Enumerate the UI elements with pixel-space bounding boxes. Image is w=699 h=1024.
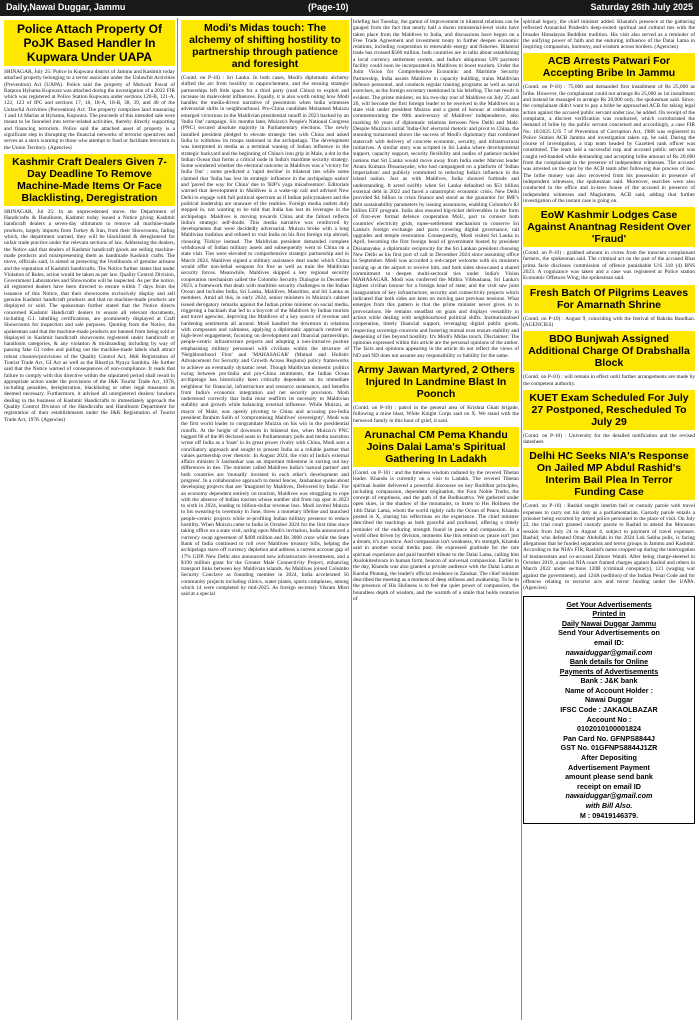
ad-line: Payments of Advertisements: [559, 666, 659, 676]
article-body-arunachal-cm-khandu-continued: spiritual legacy, the chief minister added. Khandu's presence at the gathering reflected Arunachal Pradesh's deep-rooted spiritual and cultural ties with the broader Himalayan Buddhist tradition. His visit also served as a reminder of the unifying power of faith and the enduring influence of the Dalai Lama in inspiring compassion, harmony, and wisdom across borders. (Agencies): [523, 19, 695, 51]
article-body-delhi-hc-nia: (Contd. on P-10) : Rashid sought interim bail or custody parole with travel expenses to carry out his duty as a parliamentarian. Custody parole entails a prisoner being escorted by armed police personnel to the place of visit. On July 22, the trial court granted custody parole to Rashid to attend the Monsoon session from July 24 to August 4, subject to payment of travel expenses. Rashid, who defeated Omar Abdullah in the 2024 Lok Sabha polls, is facing allegations that he funded separatists and terror groups in Jammu and Kashmir. According to the NIA's FIR, Rashid's name cropped up during the interrogation of businessman and co-accused Zahoor Watali. After being charge-sheeted in October 2019, a special NIA court framed charges against Rashid and others in March 2022 under sections 120B (criminal conspiracy), 121 (waging war against the government), and 124A (sedition) of the Indian Penal Code and for offences relating to terrorist acts and terror funding under the UAPA. (Agencies): [523, 503, 695, 592]
ad-email: nawaiduggar@gmail.com: [565, 791, 653, 801]
ad-line: Send Your Advertisements on: [558, 628, 660, 638]
ad-line: IFSC Code : JAKAOLBAZAR: [560, 705, 658, 715]
ad-line: Bank : J&K bank: [580, 676, 638, 686]
ad-line: Advertisement Payment: [568, 762, 650, 772]
article-body-eow-kashmir-case: (Contd. on P-10) : grabbed amount in crores from the innocent complainant farmers, the spokesman said. The criminal act on the part of the accused Bhat prima facie discloses commission of offence punishable U/S 318 (4) BNS 2023. A cognizance was taken and a case was registered at Police station Economic Offences Wing, the spokesman said.: [523, 250, 695, 282]
ad-line: Daily Nawai Duggar Jammu: [561, 618, 657, 628]
headline-eow-kashmir-case: EoW Kashmir Lodges Case Against Anantnag Resident Over 'Fraud': [523, 207, 695, 247]
headline-police-attach-property: Police Attach Property Of PoJK Based Handler In Kupwara Under UAPA: [4, 20, 175, 66]
article-body-bdo-bunjwah: (Contd. on P-10) : will remain in effect until further arrangements are made by the competent authority.: [523, 374, 695, 387]
column-3: [353, 18, 519, 1020]
column-rule: [351, 18, 352, 1020]
headline-army-jawan-martyred: Army Jawan Martyred, 2 Others Injured In Landmine Blast In Poonch: [353, 362, 519, 402]
masthead: [0, 0, 699, 16]
ad-line: Name of Account Holder :: [565, 685, 653, 695]
ad-line: Bank details for Online: [569, 657, 649, 667]
ad-phone: M : 09419146379.: [579, 810, 639, 820]
column-4: [523, 18, 695, 1020]
ad-line: amount please send bank: [565, 772, 653, 782]
article-body-acb-arrests-patwari: (Contd. on P-10) : 75,000 and demanded first installment of Rs 25,000 as bribe. However, the complainant could not arrange Rs 25,000 as 1st installment and instead he managed to arrange Rs 20,000 only, the spokesman said. Since, the complainant didn't want to pay a bribe he approached ACB for taking legal action against the accused public servant under law, he added. On receipt of the complaint, a discreet verification was conducted, which corroborated the demand of bribe by the public servant concerned and accordingly, a case FIR No. 10/2025 U/S 7 of Prevention of Corruption Act, 1988 was registered in Police Station ACB Jammu and investigation taken up, he said. During the course of investigation, a trap team headed by Gazetted rank officer was constituted. The team laid a successful trap and accused public servant was caught red-handed while demanding and accepting bribe amount of Rs 20,000 from the complainant in the presence of independent witnesses. The accused was arrested on the spot by the ACB team after following due process of law. The bribe money was also recovered from his possession in presence of independent witnesses, the spokesman said. Moreover, searches were also conducted in the office and in-laws house of the accused in presence of independent witnesses and Magistrates, ACB said, adding that further investigation of the instant case is going on.: [523, 84, 695, 204]
headline-bdo-bunjwah: BDO Bunjwah Assigned Additional Charge Of Drabshalla Block: [523, 331, 695, 371]
ad-line: After Depositing: [581, 753, 637, 763]
headline-arunachal-cm-khandu: Arunachal CM Pema Khandu Joins Dalai Lama's Spiritual Gathering In Ladakh: [353, 427, 519, 467]
headline-kuet-exam: KUET Exam Scheduled For July 27 Postponed, Rescheduled To July 29: [523, 390, 695, 430]
headline-pilgrims-amarnath: Fresh Batch Of Pilgrims Leaves For Amarnath Shrine: [523, 285, 695, 313]
ad-line: Nawai Duggar: [585, 695, 633, 705]
article-body-kuet-exam: (Contd. on P-10) : University for the detailed notification and the revised datesheet.: [523, 432, 695, 446]
ad-line: email ID:: [594, 637, 624, 647]
ad-line: with Bill Also.: [585, 801, 633, 811]
article-body-pilgrims-amarnath: (Contd. on P-10) : August 9, coinciding with the festival of Raksha Bandhan. (AGENCIES): [523, 315, 695, 328]
headline-delhi-hc-nia: Delhi HC Seeks NIA's Response On Jailed MP Abdul Rashid's Interim Bail Plea In Terror Funding Case: [523, 448, 695, 500]
column-rule: [177, 18, 178, 1020]
ad-line: Printed in: [592, 609, 626, 619]
ad-line: Get Your Advertisements: [566, 599, 652, 609]
masthead-date: Saturday 26th July 2025: [590, 2, 693, 12]
article-body-police-attach-property: SRINAGAR, July 25: Police in Kupwara district of Jammu and Kashmir today attached property belonging to a terror associate under the Unlawful Activities (Prevention) Act (UAPA). Police said the property of Mutwali Pawal of Batpora Hyhama Kupwara was attached during the investigation of a 2022 FIR which was registered at Police Station Kupwara under sections 120-B, 121-A, 122, 123 of IPC and sections 17, 18, 18-A, 18-B, 38, 39, and 40 of the Unlawful Activities (Prevention) Act. The property comprises land measuring 1 and 14 Marlas at Hyhama, Kupwara. The proceeds of this intended sale were meant to be funneled into terror-related activities, thereby directly supporting and financing terrorism. Police said the attached asset of property is a significant step in disrupting the financial networks of terrorist operatives and serves as a stern warning to those who attempt to fund or facilitate terrorism in the Union Territory. (Agencies): [4, 69, 175, 151]
ad-email: nawaiduggar@gmail.com: [565, 647, 653, 657]
headline-kashmir-craft-dealers: Kashmir Craft Dealers Given 7-Day Deadline To Remove Machine-Made Items Or Face Blacklisting, Deregistration: [4, 154, 175, 206]
column-rule: [521, 18, 522, 1020]
ad-line: 0102010100001824: [577, 724, 641, 734]
article-body-modis-midas-touch: (Contd. on P-10) : Sri Lanka. In both cases, Modi's diplomatic alchemy shifted the arc from hostility to rapprochement, and the ensuing strategic partnerships left little space for a third party (read China) to exploit and increase its malevolent influences. Equally, it is also worth noting how Modi handles the media-driven narrative of pessimism when India witnesses adversarial shifts in neighbourhood. Pro-China candidate Mohamed Muizzu emerged victorious in the Maldivian presidential runoff in 2023 backed by an 'India Out' campaign. Six months later, Muizzu's People's National Congress (PNC) secured absolute majority in Parliamentary elections. The newly installed president pledged to elevate strategic ties with China and asked India to withdraw its troops stationed in the archipelago. The development was interpreted in media as a terminal waning of Indian influence in the strategic backyard and the beginning of China's iron grip in Male, a dot in the Indian Ocean that forms a critical node in India's maritime security strategy. Some wondered whether the electoral outcome in Maldives was a 'victory for India Out' ; some predicted a 'rapid decline' in bilateral ties while some claimed that 'India has lost its strategic influence in the archipelago nation' and 'paved the way for China' due to 'BJP's yoga misadventure'. Editorials warned that development in Maldives is a wake-up call and advised New Delhi to engage with full political spectrum as if Indian policymakers and the political leadership are unaware of the realities. Foreign media outlets duly stepped in, not wanting to be told that India has lost its leverages in the archipelago. Maldives is moving towards China and the fallout reflects India's strategic self-doubt. This media narrative was reinforced by developments that were decidedly adversarial. Muizzu broke with a long Maldivian tradition and refused to visit India on his first foreign trip abroad, choosing Türkiye instead. The Maldivian president demanded complete withdrawal of Indian military assets and subsequently went to China on a state visit. Ties were elevated to comprehensive strategic partnership and in March 2024, Maldives signed a military assistance deal under which China would offer non-lethal weapons for free as well as train the Maldivian security forces. Meanwhile, Maldives skipped a key regional security cooperation mechanism called the Colombo Security Dialogue in December 2023, a framework that deals with maritime security challenges in the Indian Ocean and includes India, Sri Lanka, Maldives, Mauritius, and Sri Lanka as members. Amid all this, in early 2024, senior ministers in Muizzu's cabinet issued derogatory remarks against the Indian prime minister on social media, triggering a backlash that led to a boycott of the Maldives by Indian tourists and travel agencies, depriving the Maldives of a key source of revenue and hardening sentiments all around. Modi handled the downturn in relations with composure and calmness, applying a diplomatic approach centred on high-level engagement, focusing on development and financial partnerships, people-centric infrastructure projects and adopting a non-intrusive posture emphasising military personnel with civilians within the structure of 'Neighbourhood First' and 'MAHASAGAR' (Mutual and Holistic Advancement for Security and Growth Across Regions) policy frameworks to achieve an eventually dynamic reset. Though Maldivian domestic politics swing between pro-India and pro-China sentiments, the Indian Ocean archipelago has historically been critically dependent on its immediate neighbour for financial, infrastructure and resource sustenance, and benefits from India's economic integration and net security provision. Modi understood correctly that India must reaffirm its necessity to Maldivian stability and growth while balancing external influence. While Muizzu, as mayor of Malé, was openly pivoting to China and accusing pro-India president Ibrahim Solih of 'compromising Maldives' sovereignty', Modi was the first world leader to congratulate Muizzu on his win in the presidential runoffs. At the height of downturn in bilateral ties, when Muizzu's PNC bagged 66 of the 86 declared seats in Parliamentary polls and media narration wrote off India as a 'loser' in its great power rivalry with China, Modi sent a conciliatory approach and sought to present India as a reliable partner that values partnership over rhetoric. In August 2024, the visit of India's external affairs minister S Jaishankar was an important milestone in sorting out key differences in ties. The minister called Maldives India's 'natural partner' and both countries are 'mutually invested in each other's development and progress'. In a collaborative approach to mend fences, Jaishankar spoke about developing projects that are 'Imagined by Maldives, Delivered by India'. For an economy dependent entirely on tourism, Maldives was struggling to cope with the absence of Indian tourists whose number slid from top spot in 2023 to sixth in 2024, leading to billion-dollar revenue loss. Modi invited Muizzu to his swearing-in ceremony in June, threw a monetary lifeline and launched people-centric projects while re-profiling Indian military presence to reduce hostility. When Muizzu came to India in October 2024 for the first time since taking office on a state visit, acting upon Modi's invitation, India announced a currency swap agreement of $400 million and Rs 3000 crore while the State Bank of India continued to roll over Maldives treasury bills, helping the archipelago stave off currency depletion and address a current account gap of 17% GDP. New Delhi also announced new infrastructure investments, and a $190 million grant for the Greater Malé Connectivity Project, enhancing transport links between key Maldivian islands. As Maldives joined Colombo Security Conclave as founding member in 2024, India accelerated 56 community projects including clinics, water plants, sports complexes, among which 14 were completed by mid-2025. As foreign secretary Vikram Misri said at a special: [181, 75, 349, 598]
article-body-arunachal-cm-khandu: (Contd. on P-10) : and the timeless wisdom radiated by the revered Tibetan leader. Khandu is currently on a visit to Ladakh. The revered Tibetan spiritual leader delivered a powerful discourse on key Buddhist principles, including compassion, dependent origination, the Four Noble Truths, the concept of emptiness, and the path of the Bodhisattva. We gathered under open skies, in the shadow of the mountains, to listen to His Holiness the 14th Dalai Lama, whom the world rightly calls the Ocean of Peace, Khandu posted in X, sharing his reflections on the experience. The chief minister described the teachings as both graceful and profound, offering a timely reminder of the enduring strength found in peace and compassion. In a world often driven by division, moments like this remind us: peace isn't just a dream, it's a practice. And compassion isn't weakness, it's strength, Khandu said in another social media post. He expressed gratitude for the rare spiritual experience and paid heartfelt tribute to the Dalai Lama, calling him Avalokiteshvara in human form, beacon of universal compassion. Earlier in the day, Khandu was also granted a private audience with the Dalai Lama at Karsha Phutang, the leader's official residence in Zanskar. The chief minister described the meeting as a moment of deep stillness and awakening. To be in the presence of His Holiness is to feel the quiet power of compassion, the boundless depth of wisdom, and the warmth of a smile that holds centuries of: [353, 469, 519, 602]
headline-acb-arrests-patwari: ACB Arrests Patwari For Accepting Bribe In Jammu: [523, 53, 695, 81]
masthead-page-number: (Page-10): [308, 2, 349, 12]
article-body-modis-midas-touch-continued: briefing last Tuesday, the gamut of improvement in bilateral relations can be gauged from the fact that nearly half a dozen ministerial-level visits have taken place from the Maldives to India, and discussions have begun on a Free Trade Agreement and investment treaty to further deepen economic relations, including cooperation in renewable energy and fisheries. Bilateral trade has crossed $500 million, both countries are in talks about establishing a local currency settlement system, and India's ubiquitous UPI payment facility could soon be incorporated in Maldives to boost tourism. Under the Joint Vision for Comprehensive Economic and Maritime Security Partnership, India assists Maldives in capacity building, trains Maldivian defence personnel, and conducts regular training programs as well as naval exercises, as the foreign secretary mentioned in his briefing. The net result is evident. The prime minister, on his two-day tour of Maldives on July 25 and 26, will become the first foreign leader to be received in the Maldives on a state visit under president Muizzu and a guest of honour at celebrations commemorating the 60th anniversary of Maldives' independence, also marking 60 years of diplomatic relations between New Delhi and Malé. Despite Muizzu's initial 'India-Out' electoral rhetoric and pivot to China, the stunning turnaround shows the success of Modi's diplomacy that combined statecraft with delivery of concrete economic, security, and infrastructural initiatives. A similar story was scripted in Sri Lanka where developmental support, capacity support, security flexibility and oodles of patience tackled notions that Sri Lanka would move away from India under Marxist leader Anura Kumara Dissanayake, who had campaigned on a platform of 'Indian imperialism' and publicly committed to reducing India's influence in the island nation. Just as with Maldives, India showed fortitude and understanding. It acted swiftly when Sri Lanka defaulted on $51 billion external debt in 2022 and faced a catastrophic economic crisis. New Delhi provided $4 billion in crisis finance and stood as the guarantor for IMF's debt sustainability parameters by issuing assurances, enabling Colombo's $3 billion EFF program. India also ensured big-ticket deliverables in the form of first-ever formal defence cooperation MoU, pact to connect both countries' electricity grids, rupee-settlement mechanism to conserve Sri Lanka's foreign exchange and pacts covering digital governance, rail upgrades and temple restoration. Consequently, Modi visited Sri Lanka in April, becoming the first foreign head of government hosted by president Dissanayake, a diplomatic reciprocity for the Sri Lankan president choosing New Delhi as his first port of call in December 2024 since assuming office in September. Modi was accorded a red-carpet welcome with six ministers turning up at the airport to receive him, and both sides showcased a shared commitment to deepen multi-sectoral ties under India's Vision MAHASAGAR. Modi was conferred the Mithra Vibhushana, Sri Lanka's highest civilian honour for a foreign head of state, and the visit saw joint inauguration of key infrastructure, security and connectivity projects which indicated that both sides are keen on moving past previous tensions. What emerges from this pattern is that the prime minister never gives in to provocations. He remains steadfast on goals and displays versatility in action while dealing with neighbourhood political shifts. Institutionalised cooperation, timely financial support, leveraging digital public goods, respecting sovereign concerns and fostering mutual trust ensure stability and deepening of ties beyond hostility. It's Modi's Midas touch. Disclaimer: The opinions expressed within this article are the personal opinions of the author. The facts and opinions appearing in the article do not reflect the views of ND and ND does not assume any responsibility or liability for the same.: [353, 19, 519, 359]
ad-line: receipt on email ID: [577, 781, 641, 791]
column-1: [4, 18, 175, 1020]
column-2: [181, 18, 349, 1020]
ad-line: Pan Card No. GFNPS8844J: [563, 733, 655, 743]
ad-line: Account No :: [586, 714, 632, 724]
article-body-army-jawan-martyred: (Contd. on P-10) : patrol in the general area of Krishna Ghati brigade, following a mine blast, White Knight Corps said on X. We stand with the bereaved family in this hour of grief, it said.: [353, 405, 519, 424]
article-body-kashmir-craft-dealers: SRINAGAR, Jul 25: In an unprecedented move, the Department of Handicrafts & Handloom, Kashmir today issued a Notice giving Kashmir handicraft dealers a seven-day ultimatum to remove all machine-made products, largely imports from Turkey & Iran, from their Showrooms, failing which, the department warned, they will be blacklisted & deregistered for unfair trade practice under the relevant sections of law. Addressing the dealers, the Notice said that dealers of Kashmir handicraft goods are selling machine-made products and misrepresenting them as handmade Kashmir crafts. The move, officials said, is aimed at protecting the livelihoods of genuine artisans and the reputation of Kashmir handicrafts. The Notice further states that under Violation of Rules, action would be taken as per law. Quality Control Division, Government Laboratories and Showrooms will be inspected. As per the notice, all registered dealers have been directed to ensure within 7 days from the issuance of this Notice, that their showrooms exclusively display and sell genuine Kashmir handicraft products and that no machine-made products are displayed or sold. The spokesman further stated that the Notice directs concerned Kashmir Handicraft dealers to ensure all relevant documents, including G.I. labelling certifications, are prominently displayed at Craft Showrooms for inspection and sale purposes. Quoting from the Notice, the spokesman said that the machine-made products are banned from being sold or displayed in Kashmir handicraft showrooms registered under handicraft or handloom categories, & any violation & misbranding including by way of passing fake GI codes and pulling out the machine-made labels shall attract robust closures/provisions of the Quality Control Act, J&K Registration of Tourist Trade Act, GI Act as well as the Bhartiya Nyaya Samhita. He further said that the Notice warned of consequences of non-compliance. It reads that failure to comply with this directive within the stipulated period shall result in appropriate action under the provisions of the J&K Tourist Trade Act, 1978, including penalties, deregistration, blacklisting or other legal measures as deemed necessary. Furthermore, it advised all unregistered dealers/ hawkers dealing in the business of Kashmir Handicrafts to immediately approach the Quality Control Division of the Handicrafts and Handloom Department for registration of their establishments under the J&K Registration of Tourist Trade Act, 1978. (Agencies): [4, 208, 175, 423]
headline-modis-midas-touch: Modi's Midas touch: The alchemy of shifting hostility to partnership through patience and foresight: [181, 20, 349, 72]
masthead-paper-name: Daily,Nawai Duggar, Jammu: [6, 2, 126, 12]
advertisement-box: [523, 596, 695, 825]
ad-line: GST No. 01GFNPS8844J1ZR: [560, 743, 658, 753]
